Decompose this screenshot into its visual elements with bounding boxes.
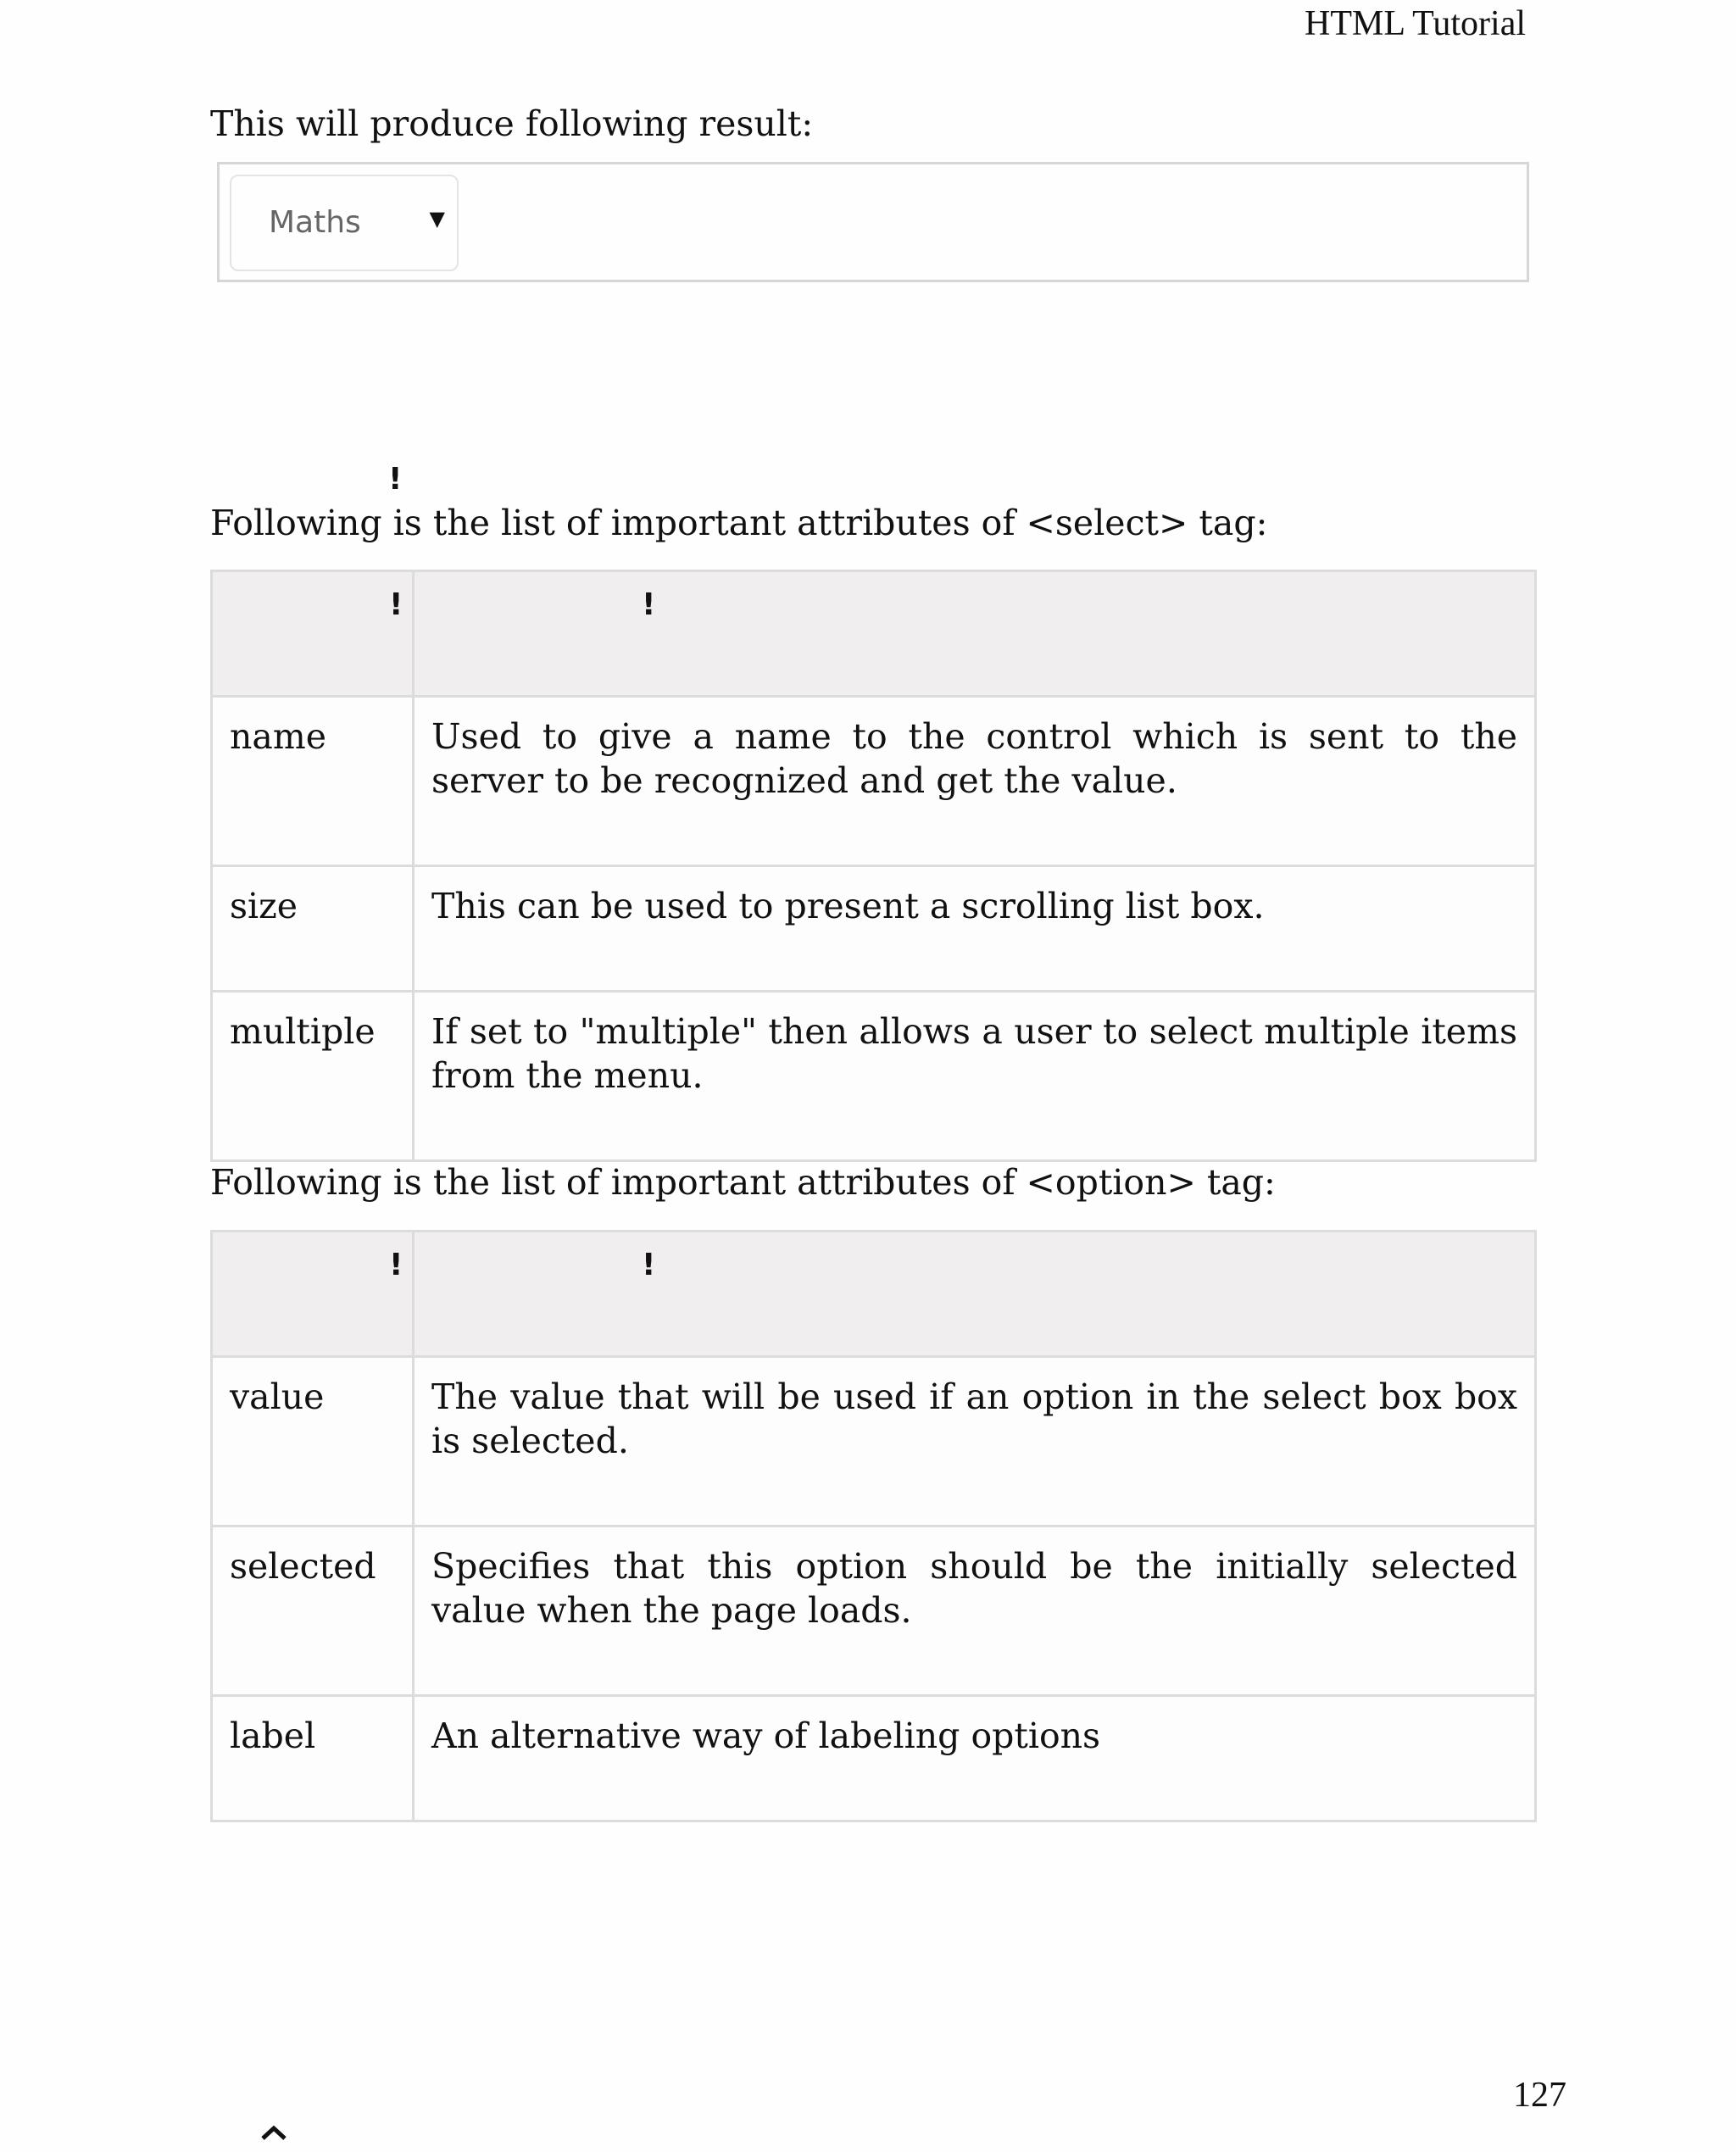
attribute-cell: multiple <box>212 992 414 1161</box>
attribute-header <box>212 571 414 697</box>
select-value: Maths <box>269 205 361 240</box>
header-mark: ! <box>642 587 656 622</box>
table-row <box>212 992 1536 1161</box>
intro-text: This will produce following result: <box>210 103 814 144</box>
table-row <box>212 697 1536 866</box>
table-row <box>212 1526 1536 1696</box>
description-header <box>414 1232 1536 1357</box>
table-row <box>212 866 1536 992</box>
chevron-up-icon[interactable] <box>259 2123 288 2152</box>
description-cell: If set to "multiple" then allows a user to select multiple items from the menu. <box>414 992 1536 1161</box>
select-attributes-table <box>210 570 1537 1162</box>
description-cell: An alternative way of labeling options <box>414 1696 1536 1821</box>
option-attrs-intro: Following is the list of important attributes of <option> tag: <box>210 1162 1276 1203</box>
page-number: 127 <box>1513 2076 1566 2115</box>
option-attributes-table <box>210 1230 1537 1822</box>
select-attrs-intro: Following is the list of important attributes of <select> tag: <box>210 503 1268 543</box>
table-header-row <box>212 571 1536 697</box>
description-cell: The value that will be used if an option in the select box box is selected. <box>414 1357 1536 1526</box>
description-cell: Specifies that this option should be the initially selected value when the page loads. <box>414 1526 1536 1696</box>
result-demo-box <box>217 162 1529 282</box>
attribute-cell: size <box>212 866 414 992</box>
table-header-row <box>212 1232 1536 1357</box>
description-header <box>414 571 1536 697</box>
attribute-cell: label <box>212 1696 414 1821</box>
attribute-cell: name <box>212 697 414 866</box>
table-row <box>212 1696 1536 1821</box>
description-cell: Used to give a name to the control which is sent to the server to be recognized and get the value. <box>414 697 1536 866</box>
subject-select[interactable] <box>230 175 459 271</box>
header-mark: ! <box>389 1248 403 1282</box>
attribute-cell: value <box>212 1357 414 1526</box>
header-mark: ! <box>642 1248 656 1282</box>
page-header-title: HTML Tutorial <box>1305 4 1526 43</box>
attribute-header <box>212 1232 414 1357</box>
description-cell: This can be used to present a scrolling list box. <box>414 866 1536 992</box>
header-mark: ! <box>389 587 403 622</box>
table-row <box>212 1357 1536 1526</box>
chevron-down-icon: ▼ <box>429 207 445 231</box>
section-mark: ! <box>388 462 403 497</box>
attribute-cell: selected <box>212 1526 414 1696</box>
